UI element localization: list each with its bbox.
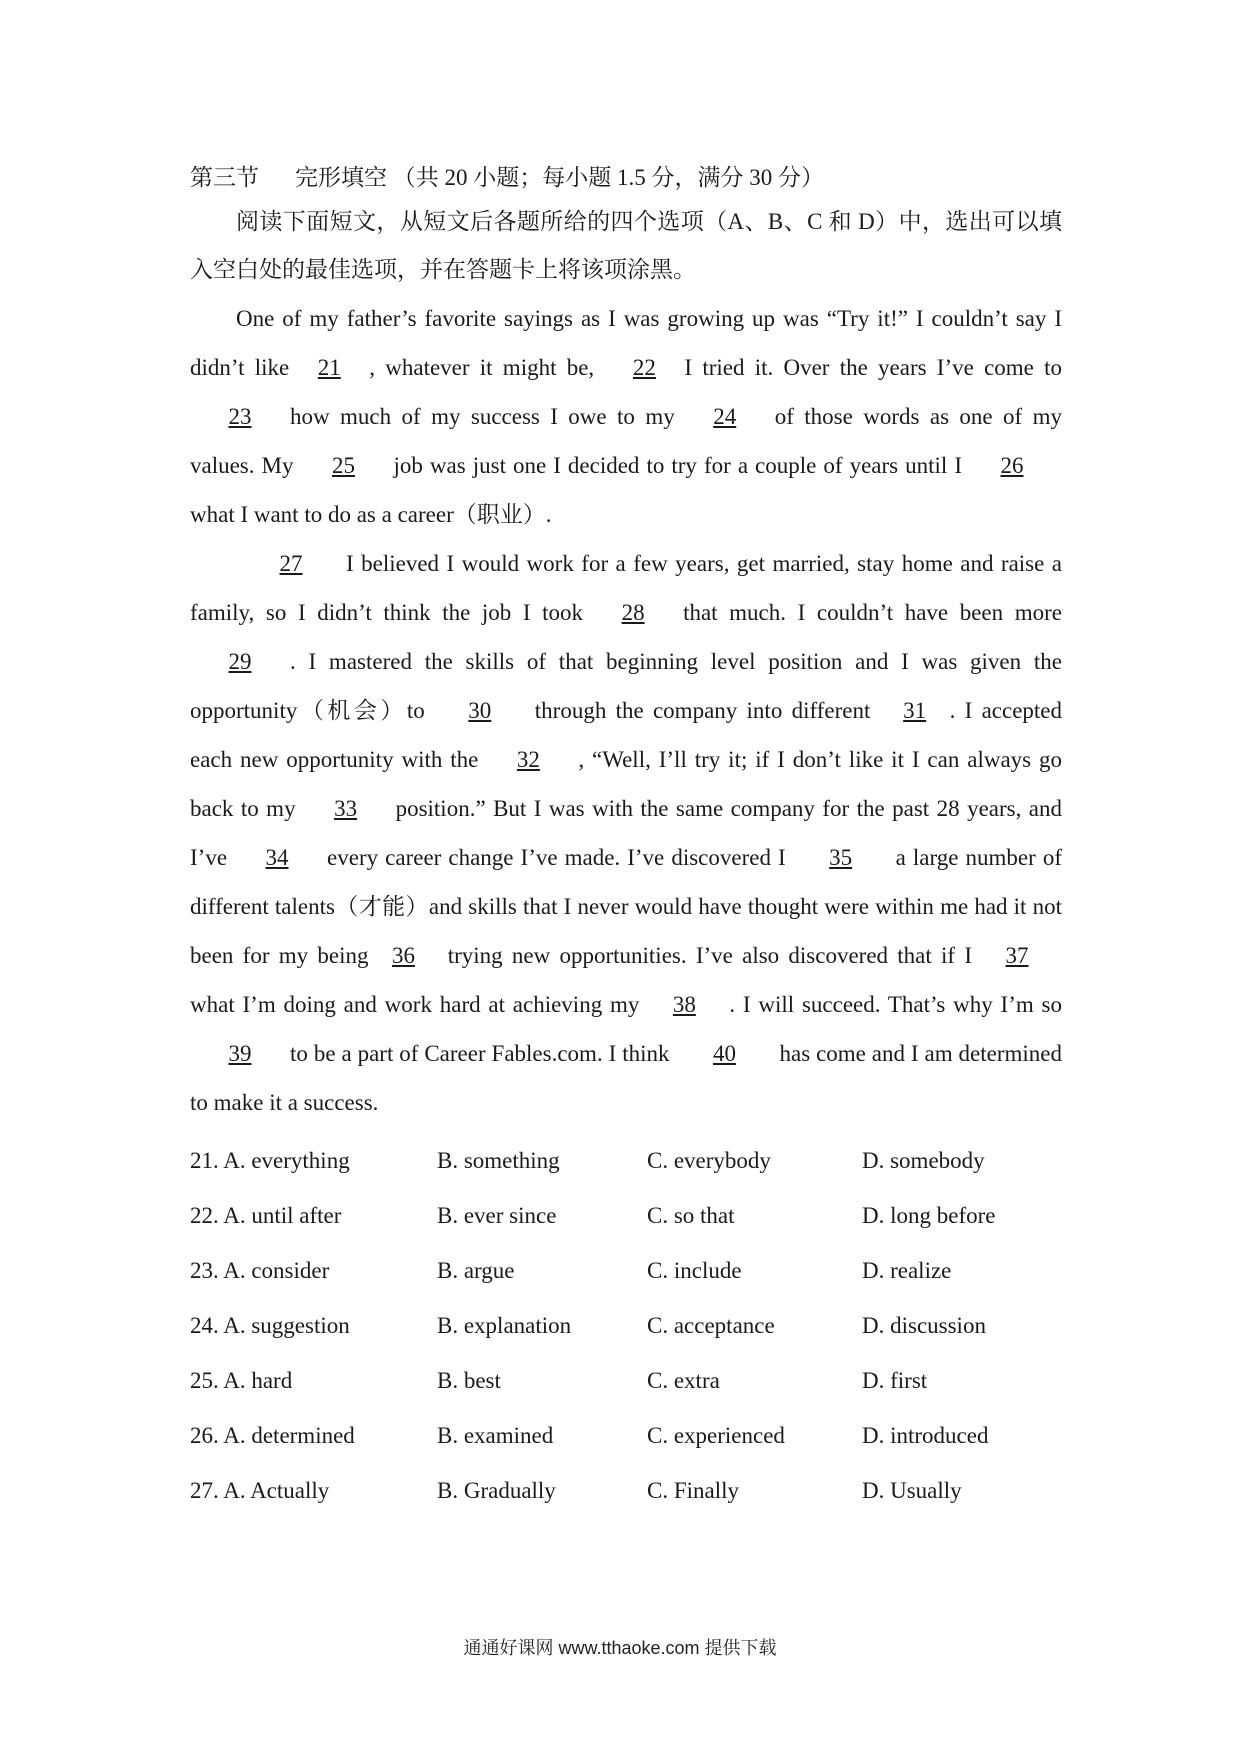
question-row-26: 26. A. determined B. examined C. experienced D. introduced <box>190 1408 1062 1463</box>
question-row-24: 24. A. suggestion B. explanation C. acceptance D. discussion <box>190 1298 1062 1353</box>
options-list <box>190 1133 1062 1518</box>
blank-30: 30 <box>468 698 492 723</box>
question-row-23: 23. A. consider B. argue C. include D. realize <box>190 1243 1062 1298</box>
option-b[interactable]: B. explanation <box>437 1312 572 1338</box>
blank-37: 37 <box>1005 943 1029 968</box>
option-d[interactable]: D. introduced <box>862 1422 989 1448</box>
exam-page <box>190 158 1062 1518</box>
question-row-27: 27. A. Actually B. Gradually C. Finally D. Usually <box>190 1463 1062 1518</box>
blank-27: 27 <box>279 551 303 576</box>
instructions: 阅读下面短文，从短文后各题所给的四个选项（A、B、C 和 D）中，选出可以填入空白处的最佳选项，并在答题卡上将该项涂黑。 <box>190 209 1062 282</box>
option-a[interactable]: A. suggestion <box>223 1312 350 1338</box>
option-d[interactable]: D. somebody <box>862 1147 985 1173</box>
option-b[interactable]: B. ever since <box>437 1202 557 1228</box>
option-d[interactable]: D. long before <box>862 1202 996 1228</box>
question-row-22: 22. A. until after B. ever since C. so that D. long before <box>190 1188 1062 1243</box>
blank-36: 36 <box>391 943 415 968</box>
option-c[interactable]: C. acceptance <box>647 1312 775 1338</box>
blank-33: 33 <box>334 796 358 821</box>
option-b[interactable]: B. examined <box>437 1422 554 1448</box>
blank-29: 29 <box>228 649 252 674</box>
option-c[interactable]: C. extra <box>647 1367 720 1393</box>
blank-28: 28 <box>621 600 645 625</box>
blank-35: 35 <box>829 845 853 870</box>
blank-24: 24 <box>713 404 737 429</box>
footer-source: 通通好课网 www.tthaoke.com 提供下载 <box>463 1638 777 1658</box>
option-b[interactable]: B. argue <box>437 1257 515 1283</box>
blank-23: 23 <box>228 404 252 429</box>
blank-32: 32 <box>516 747 540 772</box>
option-d[interactable]: D. first <box>862 1367 928 1393</box>
option-a[interactable]: A. everything <box>223 1147 350 1173</box>
question-row-25: 25. A. hard B. best C. extra D. first <box>190 1353 1062 1408</box>
option-d[interactable]: D. discussion <box>862 1312 986 1338</box>
section-heading <box>190 158 1062 198</box>
blank-21: 21 <box>317 355 341 380</box>
section-title: 完形填空 （共 20 小题；每小题 1.5 分，满分 30 分） <box>295 165 824 190</box>
option-a[interactable]: A. Actually <box>223 1477 330 1503</box>
blank-22: 22 <box>632 355 656 380</box>
blank-34: 34 <box>265 845 289 870</box>
passage-paragraph-2: 27 I believed I would work for a few years, get married, stay home and raise a family, so I didn’t think the job I took 28 that much. I couldn’t have been more29 . I mastered the skills of that beginning level position and I was given the opportunity（机会）to 30 through the company into different 31 . I accepted each new opportunity with the 32 , “Well, I’ll try it; if I don’t like it I can always go back to my 33 position.” But I was with the same company for the past 28 years, and I’ve 34 every career change I’ve made. I’ve discovered I 35 a large number of different talents（才能）and skills that I never would have thought were within me had it not been for my being 36 trying new opportunities. I’ve also discovered that if I 37what I’m doing and work hard at achieving my 38 . I will succeed. That’s why I’m so39 to be a part of Career Fables.com. I think 40 has come and I am determined to make it a success. <box>190 539 1062 1127</box>
option-d[interactable]: D. realize <box>862 1257 952 1283</box>
option-c[interactable]: C. include <box>647 1257 742 1283</box>
passage-paragraph-1: One of my father’s favorite sayings as I was growing up was “Try it!” I couldn’t say I didn’t like 21 , whatever it might be, 22 I tried it. Over the years I’ve come to23 how much of my success I owe to my 24 of those words as one of my values. My 25 job was just one I decided to try for a couple of years until I 26what I want to do as a career（职业）. <box>190 306 1063 527</box>
option-a[interactable]: A. until after <box>223 1202 342 1228</box>
blank-31: 31 <box>903 698 927 723</box>
section-label: 第三节 <box>190 165 259 190</box>
option-d[interactable]: D. Usually <box>862 1477 962 1503</box>
option-c[interactable]: C. everybody <box>647 1147 771 1173</box>
blank-26: 26 <box>1000 453 1024 478</box>
option-b[interactable]: B. something <box>437 1147 560 1173</box>
option-b[interactable]: B. best <box>437 1367 501 1393</box>
option-a[interactable]: A. consider <box>223 1257 330 1283</box>
question-row-21: 21. A. everything B. something C. everybody D. somebody <box>190 1133 1062 1188</box>
option-a[interactable]: A. determined <box>223 1422 355 1448</box>
option-b[interactable]: B. Gradually <box>437 1477 556 1503</box>
option-c[interactable]: C. Finally <box>647 1477 740 1503</box>
blank-40: 40 <box>712 1041 736 1066</box>
blank-25: 25 <box>332 453 355 478</box>
blank-38: 38 <box>672 992 696 1017</box>
option-c[interactable]: C. so that <box>647 1202 735 1228</box>
option-c[interactable]: C. experienced <box>647 1422 785 1448</box>
option-a[interactable]: A. hard <box>223 1367 293 1393</box>
blank-39: 39 <box>228 1041 252 1066</box>
